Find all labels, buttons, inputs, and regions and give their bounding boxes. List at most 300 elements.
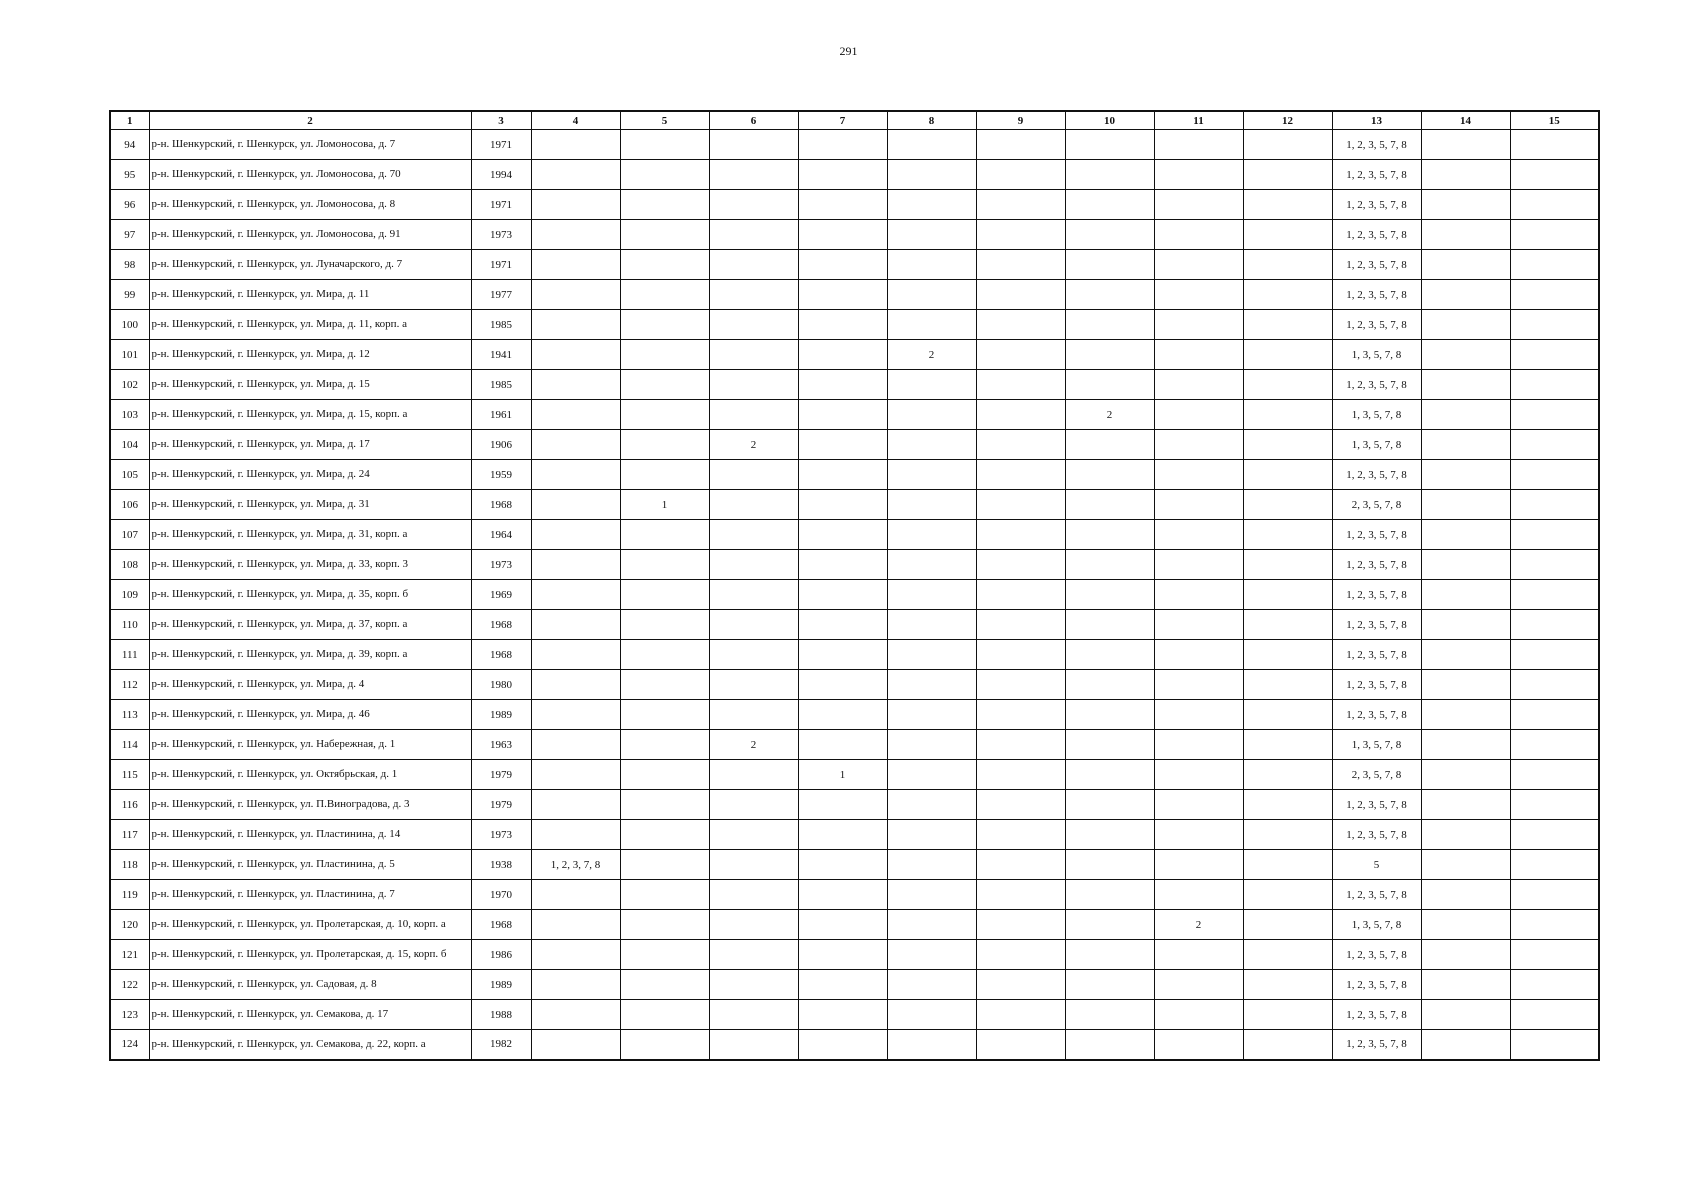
- address-cell: р-н. Шенкурский, г. Шенкурск, ул. Семакова, д. 22, корп. а: [149, 1030, 471, 1060]
- table-row: [110, 160, 1599, 190]
- table-cell: [1243, 400, 1332, 430]
- table-cell: 1, 2, 3, 5, 7, 8: [1332, 280, 1421, 310]
- table-cell: [1243, 910, 1332, 940]
- table-row: [110, 520, 1599, 550]
- table-cell: [1065, 610, 1154, 640]
- table-cell: [1065, 700, 1154, 730]
- row-number-cell: 100: [110, 310, 149, 340]
- year-cell: 1971: [471, 130, 531, 160]
- table-cell: [1421, 220, 1510, 250]
- table-cell: [1243, 520, 1332, 550]
- table-cell: [976, 700, 1065, 730]
- table-cell: [798, 220, 887, 250]
- table-cell: [1243, 220, 1332, 250]
- table-cell: [531, 700, 620, 730]
- table-cell: [1421, 610, 1510, 640]
- table-cell: [976, 160, 1065, 190]
- table-cell: [1510, 550, 1599, 580]
- table-cell: [1154, 880, 1243, 910]
- table-cell: [1421, 790, 1510, 820]
- table-cell: [620, 220, 709, 250]
- table-cell: [1243, 310, 1332, 340]
- table-cell: [531, 940, 620, 970]
- table-cell: [1154, 700, 1243, 730]
- table-cell: [1421, 490, 1510, 520]
- table-cell: [1510, 190, 1599, 220]
- table-cell: [1154, 280, 1243, 310]
- table-cell: [976, 550, 1065, 580]
- table-cell: [1510, 250, 1599, 280]
- table-cell: [1154, 160, 1243, 190]
- table-body: [110, 130, 1599, 1060]
- table-cell: [798, 1000, 887, 1030]
- table-cell: 1, 2, 3, 5, 7, 8: [1332, 1030, 1421, 1060]
- table-cell: [798, 370, 887, 400]
- table-cell: [976, 190, 1065, 220]
- table-cell: [709, 160, 798, 190]
- year-cell: 1970: [471, 880, 531, 910]
- address-cell: р-н. Шенкурский, г. Шенкурск, ул. Мира, д. 46: [149, 700, 471, 730]
- column-header-13: 13: [1332, 111, 1421, 130]
- year-cell: 1979: [471, 790, 531, 820]
- address-cell: р-н. Шенкурский, г. Шенкурск, ул. Мира, д. 15, корп. а: [149, 400, 471, 430]
- table-cell: [531, 640, 620, 670]
- row-number-cell: 120: [110, 910, 149, 940]
- year-cell: 1977: [471, 280, 531, 310]
- table-cell: [1154, 820, 1243, 850]
- table-cell: [1243, 490, 1332, 520]
- table-cell: [1421, 340, 1510, 370]
- table-cell: [531, 550, 620, 580]
- table-cell: [1154, 940, 1243, 970]
- table-row: [110, 130, 1599, 160]
- table-cell: [798, 670, 887, 700]
- table-cell: [531, 280, 620, 310]
- table-cell: [1421, 280, 1510, 310]
- table-cell: 2: [1065, 400, 1154, 430]
- table-cell: [1065, 850, 1154, 880]
- address-cell: р-н. Шенкурский, г. Шенкурск, ул. Садовая, д. 8: [149, 970, 471, 1000]
- table-cell: [976, 1030, 1065, 1060]
- table-cell: [1065, 190, 1154, 220]
- table-cell: 2: [887, 340, 976, 370]
- column-header-11: 11: [1154, 111, 1243, 130]
- row-number-cell: 106: [110, 490, 149, 520]
- table-cell: [709, 550, 798, 580]
- table-cell: [531, 910, 620, 940]
- table-cell: [1510, 1030, 1599, 1060]
- table-cell: 2: [709, 430, 798, 460]
- table-cell: [1421, 940, 1510, 970]
- table-cell: [1065, 460, 1154, 490]
- table-cell: [531, 460, 620, 490]
- row-number-cell: 115: [110, 760, 149, 790]
- table-cell: [620, 1000, 709, 1030]
- table-row: [110, 220, 1599, 250]
- row-number-cell: 116: [110, 790, 149, 820]
- table-cell: [976, 820, 1065, 850]
- table-cell: [709, 340, 798, 370]
- table-cell: [1154, 490, 1243, 520]
- table-cell: [531, 820, 620, 850]
- table-cell: 2, 3, 5, 7, 8: [1332, 760, 1421, 790]
- address-cell: р-н. Шенкурский, г. Шенкурск, ул. Мира, д. 15: [149, 370, 471, 400]
- table-cell: [1065, 970, 1154, 1000]
- table-cell: [709, 220, 798, 250]
- table-cell: [976, 130, 1065, 160]
- table-cell: [976, 490, 1065, 520]
- table-cell: [531, 970, 620, 1000]
- table-row: [110, 250, 1599, 280]
- table-row: [110, 880, 1599, 910]
- table-cell: [1065, 250, 1154, 280]
- table-cell: [798, 160, 887, 190]
- table-cell: 1, 2, 3, 5, 7, 8: [1332, 790, 1421, 820]
- table-cell: [620, 250, 709, 280]
- row-number-cell: 119: [110, 880, 149, 910]
- column-header-9: 9: [976, 111, 1065, 130]
- table-cell: [798, 700, 887, 730]
- table-cell: [1065, 520, 1154, 550]
- address-cell: р-н. Шенкурский, г. Шенкурск, ул. Мира, д. 11: [149, 280, 471, 310]
- year-cell: 1969: [471, 580, 531, 610]
- address-cell: р-н. Шенкурский, г. Шенкурск, ул. Ломоносова, д. 7: [149, 130, 471, 160]
- table-cell: [1154, 730, 1243, 760]
- register-table: [109, 110, 1600, 1061]
- row-number-cell: 96: [110, 190, 149, 220]
- table-cell: [1065, 940, 1154, 970]
- table-cell: [531, 250, 620, 280]
- table-cell: [709, 760, 798, 790]
- table-cell: [1510, 640, 1599, 670]
- table-cell: [798, 430, 887, 460]
- table-cell: [531, 190, 620, 220]
- table-cell: [620, 160, 709, 190]
- table-cell: [709, 250, 798, 280]
- table-cell: [1243, 850, 1332, 880]
- table-cell: [709, 280, 798, 310]
- table-cell: [798, 970, 887, 1000]
- table-cell: [798, 280, 887, 310]
- year-cell: 1973: [471, 220, 531, 250]
- year-cell: 1964: [471, 520, 531, 550]
- table-cell: [1154, 850, 1243, 880]
- address-cell: р-н. Шенкурский, г. Шенкурск, ул. Пролетарская, д. 10, корп. а: [149, 910, 471, 940]
- table-cell: 1, 2, 3, 5, 7, 8: [1332, 190, 1421, 220]
- table-cell: [976, 850, 1065, 880]
- address-cell: р-н. Шенкурский, г. Шенкурск, ул. Мира, д. 24: [149, 460, 471, 490]
- table-cell: [709, 460, 798, 490]
- year-cell: 1994: [471, 160, 531, 190]
- table-cell: [976, 790, 1065, 820]
- row-number-cell: 101: [110, 340, 149, 370]
- table-cell: [1243, 250, 1332, 280]
- table-cell: [1510, 730, 1599, 760]
- table-cell: 1, 2, 3, 5, 7, 8: [1332, 460, 1421, 490]
- table-row: [110, 340, 1599, 370]
- table-cell: [1510, 520, 1599, 550]
- table-cell: [887, 520, 976, 550]
- table-cell: [709, 370, 798, 400]
- row-number-cell: 108: [110, 550, 149, 580]
- table-cell: [1510, 130, 1599, 160]
- table-cell: 1, 2, 3, 5, 7, 8: [1332, 220, 1421, 250]
- table-cell: [1243, 130, 1332, 160]
- address-cell: р-н. Шенкурский, г. Шенкурск, ул. Мира, д. 17: [149, 430, 471, 460]
- table-cell: [1065, 820, 1154, 850]
- table-cell: [620, 580, 709, 610]
- table-cell: [1154, 580, 1243, 610]
- table-cell: [976, 220, 1065, 250]
- table-cell: [1065, 730, 1154, 760]
- table-cell: [887, 760, 976, 790]
- table-cell: [798, 610, 887, 640]
- table-cell: [1421, 880, 1510, 910]
- row-number-cell: 112: [110, 670, 149, 700]
- table-cell: [1421, 250, 1510, 280]
- table-cell: [531, 670, 620, 700]
- table-cell: 1, 3, 5, 7, 8: [1332, 430, 1421, 460]
- table-cell: [976, 580, 1065, 610]
- table-cell: [1421, 160, 1510, 190]
- column-header-8: 8: [887, 111, 976, 130]
- table-cell: [1154, 970, 1243, 1000]
- row-number-cell: 105: [110, 460, 149, 490]
- table-cell: [798, 130, 887, 160]
- year-cell: 1941: [471, 340, 531, 370]
- table-cell: [976, 370, 1065, 400]
- table-cell: 1, 2, 3, 5, 7, 8: [1332, 370, 1421, 400]
- table-cell: [531, 520, 620, 550]
- table-cell: [1154, 1030, 1243, 1060]
- row-number-cell: 102: [110, 370, 149, 400]
- row-number-cell: 95: [110, 160, 149, 190]
- table-cell: [1421, 1000, 1510, 1030]
- address-cell: р-н. Шенкурский, г. Шенкурск, ул. Октябрьская, д. 1: [149, 760, 471, 790]
- table-cell: [620, 280, 709, 310]
- table-cell: [531, 790, 620, 820]
- table-cell: [976, 880, 1065, 910]
- table-cell: 5: [1332, 850, 1421, 880]
- table-cell: [887, 400, 976, 430]
- table-cell: [1065, 910, 1154, 940]
- address-cell: р-н. Шенкурский, г. Шенкурск, ул. Пластинина, д. 5: [149, 850, 471, 880]
- table-cell: [1510, 970, 1599, 1000]
- table-cell: [1421, 730, 1510, 760]
- year-cell: 1989: [471, 970, 531, 1000]
- table-cell: [887, 700, 976, 730]
- table-cell: [976, 940, 1065, 970]
- address-cell: р-н. Шенкурский, г. Шенкурск, ул. Семакова, д. 17: [149, 1000, 471, 1030]
- table-cell: [1421, 820, 1510, 850]
- table-cell: [1510, 280, 1599, 310]
- table-cell: [798, 310, 887, 340]
- table-cell: [709, 670, 798, 700]
- table-cell: [1154, 190, 1243, 220]
- table-cell: [709, 940, 798, 970]
- table-cell: [798, 730, 887, 760]
- table-cell: [531, 220, 620, 250]
- table-cell: [620, 940, 709, 970]
- table-row: [110, 550, 1599, 580]
- table-cell: [1510, 490, 1599, 520]
- table-cell: [887, 970, 976, 1000]
- table-cell: [1243, 760, 1332, 790]
- table-cell: [887, 580, 976, 610]
- table-cell: [1243, 550, 1332, 580]
- year-cell: 1986: [471, 940, 531, 970]
- table-cell: [1065, 280, 1154, 310]
- table-cell: [976, 280, 1065, 310]
- row-number-cell: 99: [110, 280, 149, 310]
- table-cell: [620, 700, 709, 730]
- table-cell: [620, 880, 709, 910]
- table-cell: 1, 2, 3, 5, 7, 8: [1332, 130, 1421, 160]
- table-cell: [1243, 160, 1332, 190]
- table-cell: [1154, 250, 1243, 280]
- address-cell: р-н. Шенкурский, г. Шенкурск, ул. Мира, д. 12: [149, 340, 471, 370]
- table-cell: [1421, 910, 1510, 940]
- table-cell: [620, 1030, 709, 1060]
- row-number-cell: 122: [110, 970, 149, 1000]
- column-header-12: 12: [1243, 111, 1332, 130]
- table-cell: [1065, 310, 1154, 340]
- table-cell: [798, 940, 887, 970]
- table-row: [110, 310, 1599, 340]
- table-cell: [798, 910, 887, 940]
- table-cell: [709, 190, 798, 220]
- table-cell: [976, 340, 1065, 370]
- table-cell: [1154, 640, 1243, 670]
- address-cell: р-н. Шенкурский, г. Шенкурск, ул. Мира, д. 31, корп. а: [149, 520, 471, 550]
- table-cell: [887, 670, 976, 700]
- table-cell: [798, 250, 887, 280]
- table-cell: [976, 760, 1065, 790]
- page-number: 291: [839, 44, 858, 58]
- table-cell: [620, 610, 709, 640]
- table-cell: [887, 220, 976, 250]
- table-cell: [976, 520, 1065, 550]
- year-cell: 1906: [471, 430, 531, 460]
- table-cell: [1243, 790, 1332, 820]
- table-cell: [709, 490, 798, 520]
- table-row: [110, 670, 1599, 700]
- table-row: [110, 280, 1599, 310]
- table-cell: [1421, 190, 1510, 220]
- column-header-7: 7: [798, 111, 887, 130]
- row-number-cell: 121: [110, 940, 149, 970]
- table-cell: 2: [709, 730, 798, 760]
- table-cell: [1065, 430, 1154, 460]
- table-cell: [887, 640, 976, 670]
- table-cell: [709, 880, 798, 910]
- table-cell: [620, 730, 709, 760]
- address-cell: р-н. Шенкурский, г. Шенкурск, ул. Мира, д. 35, корп. б: [149, 580, 471, 610]
- table-cell: [1243, 1030, 1332, 1060]
- table-cell: [1243, 880, 1332, 910]
- table-row: [110, 730, 1599, 760]
- table-cell: [1421, 580, 1510, 610]
- table-cell: 2: [1154, 910, 1243, 940]
- table-cell: [1243, 670, 1332, 700]
- table-cell: [976, 670, 1065, 700]
- year-cell: 1968: [471, 910, 531, 940]
- table-cell: [798, 190, 887, 220]
- table-cell: [887, 190, 976, 220]
- table-cell: [1421, 850, 1510, 880]
- table-cell: [620, 190, 709, 220]
- table-cell: [531, 370, 620, 400]
- year-cell: 1982: [471, 1030, 531, 1060]
- table-cell: 1, 2, 3, 5, 7, 8: [1332, 520, 1421, 550]
- table-cell: [1065, 640, 1154, 670]
- table-cell: 1, 2, 3, 5, 7, 8: [1332, 880, 1421, 910]
- table-cell: [620, 550, 709, 580]
- table-cell: [1065, 220, 1154, 250]
- table-cell: [1243, 1000, 1332, 1030]
- table-cell: [1421, 460, 1510, 490]
- table-cell: [887, 310, 976, 340]
- table-row: [110, 640, 1599, 670]
- table-cell: [531, 130, 620, 160]
- table-row: [110, 1030, 1599, 1060]
- year-cell: 1973: [471, 550, 531, 580]
- table-cell: [709, 130, 798, 160]
- table-cell: [1065, 160, 1154, 190]
- table-cell: [531, 430, 620, 460]
- table-cell: [531, 1030, 620, 1060]
- table-cell: [887, 730, 976, 760]
- address-cell: р-н. Шенкурский, г. Шенкурск, ул. Луначарского, д. 7: [149, 250, 471, 280]
- year-cell: 1989: [471, 700, 531, 730]
- table-cell: [531, 580, 620, 610]
- table-cell: [1243, 340, 1332, 370]
- table-cell: [1154, 220, 1243, 250]
- table-cell: [709, 1030, 798, 1060]
- table-cell: 1, 2, 3, 5, 7, 8: [1332, 310, 1421, 340]
- table-cell: [1421, 670, 1510, 700]
- table-cell: [1065, 370, 1154, 400]
- table-cell: [1510, 790, 1599, 820]
- table-cell: [1510, 700, 1599, 730]
- table-cell: [1243, 940, 1332, 970]
- table-cell: [887, 250, 976, 280]
- table-cell: [531, 310, 620, 340]
- year-cell: 1959: [471, 460, 531, 490]
- table-row: [110, 820, 1599, 850]
- table-cell: [887, 130, 976, 160]
- table-cell: 1: [620, 490, 709, 520]
- table-cell: [798, 490, 887, 520]
- table-row: [110, 940, 1599, 970]
- table-row: [110, 850, 1599, 880]
- table-cell: [887, 940, 976, 970]
- address-cell: р-н. Шенкурский, г. Шенкурск, ул. Мира, д. 31: [149, 490, 471, 520]
- table-cell: 1, 2, 3, 5, 7, 8: [1332, 940, 1421, 970]
- table-cell: [1154, 370, 1243, 400]
- year-cell: 1968: [471, 490, 531, 520]
- row-number-cell: 113: [110, 700, 149, 730]
- table-cell: [531, 1000, 620, 1030]
- table-cell: [620, 520, 709, 550]
- table-cell: [798, 880, 887, 910]
- table-cell: [1065, 550, 1154, 580]
- column-header-2: 2: [149, 111, 471, 130]
- address-cell: р-н. Шенкурский, г. Шенкурск, ул. Пластинина, д. 7: [149, 880, 471, 910]
- table-cell: [620, 430, 709, 460]
- column-header-3: 3: [471, 111, 531, 130]
- table-cell: [887, 1000, 976, 1030]
